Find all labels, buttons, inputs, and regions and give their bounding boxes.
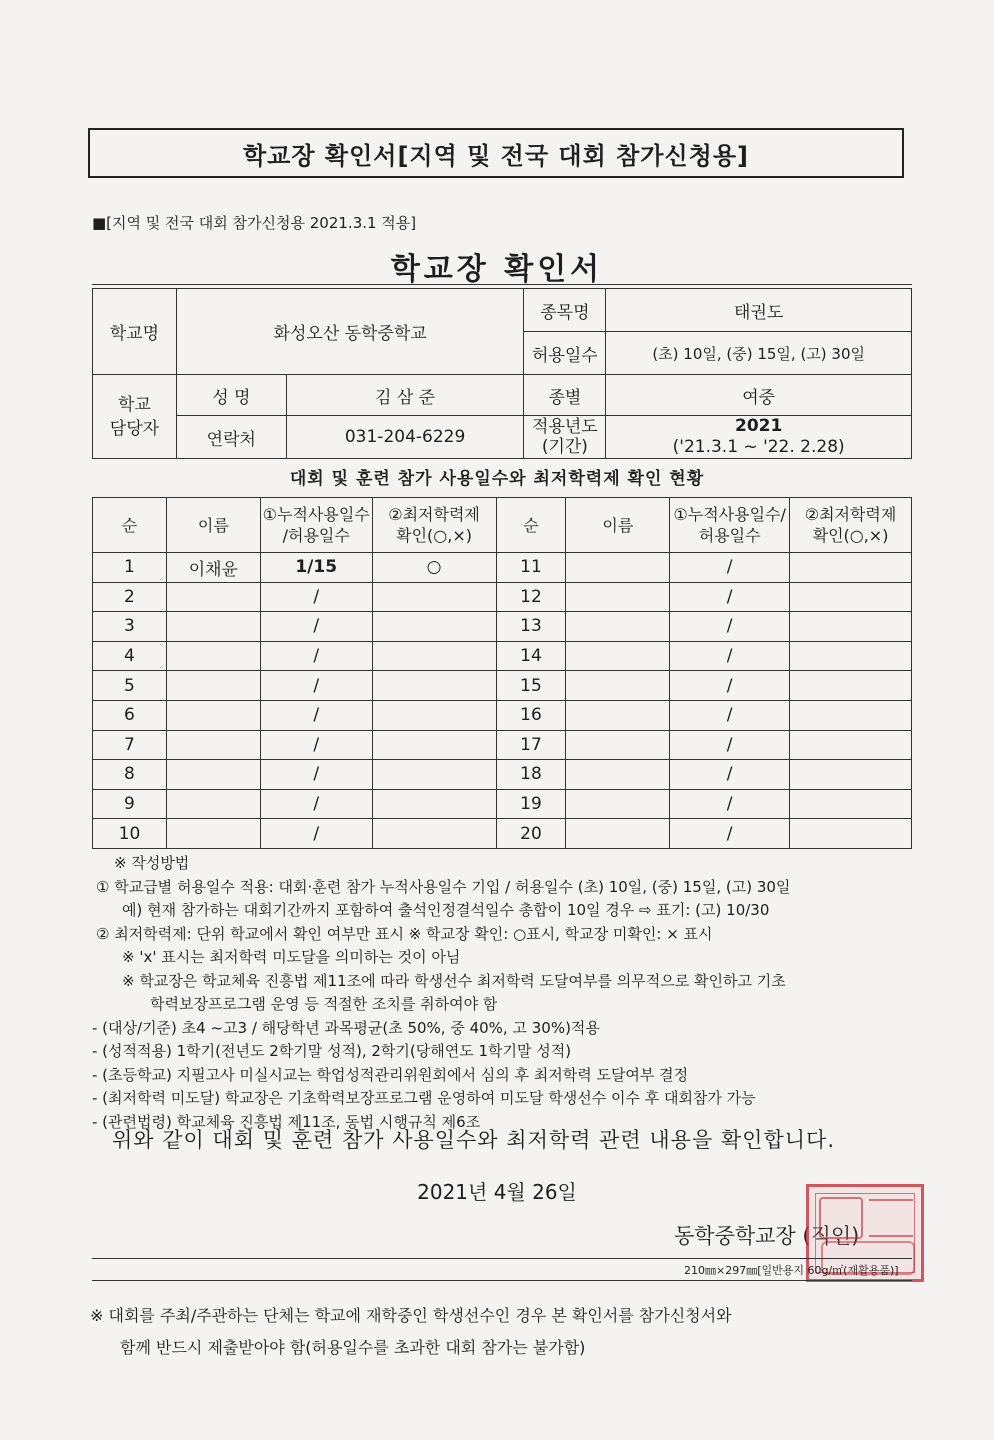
header-cell: ②최저학력제 확인(○,×) xyxy=(790,498,912,553)
table-cell-name-r xyxy=(566,612,670,642)
table-cell-no-r: 11 xyxy=(496,553,566,583)
applicability-note: ■[지역 및 전국 대회 참가신청용 2021.3.1 적용] xyxy=(92,214,417,232)
table-cell-no-r: 13 xyxy=(496,612,566,642)
table-cell-no-l: 10 xyxy=(93,819,167,849)
header-cell: ②최저학력제 확인(○,×) xyxy=(372,498,496,553)
footer-note xyxy=(90,1300,950,1364)
table-cell-check-r xyxy=(790,612,912,642)
table-cell-name-r xyxy=(566,789,670,819)
table-cell-no-r: 12 xyxy=(496,582,566,612)
table-cell-no-l: 3 xyxy=(93,612,167,642)
table-cell-days-r: / xyxy=(670,582,790,612)
table-row xyxy=(93,553,912,583)
note-line: ① 학교급별 허용일수 적용: 대회·훈련 참가 누적사용일수 기입 / 허용일수 (초) 10일, (중) 15일, (고) 30일 xyxy=(96,877,791,896)
section-title: 대회 및 훈련 참가 사용일수와 최저학력제 확인 현황 xyxy=(289,469,705,489)
table-cell-no-l: 6 xyxy=(93,700,167,730)
table-cell-days-l: / xyxy=(260,819,372,849)
table-cell-no-l: 9 xyxy=(93,789,167,819)
table-cell-no-r: 18 xyxy=(496,760,566,790)
event-label: 종목명 xyxy=(524,289,606,332)
table-cell-no-l: 5 xyxy=(93,671,167,701)
table-cell-name-r xyxy=(566,700,670,730)
table-cell-days-r: / xyxy=(670,641,790,671)
school-label: 학교명 xyxy=(93,289,177,375)
table-cell-check-l xyxy=(372,819,496,849)
table-cell-check-r xyxy=(790,730,912,760)
note-line: ※ 'x' 표시는 최저학력 미도달을 의미하는 것이 아님 xyxy=(122,948,461,966)
table-cell-name-l xyxy=(166,612,260,642)
note-line: - (관련법령) 학교체육 진흥법 제11조, 동법 시행규칙 제6조 xyxy=(92,1112,481,1131)
table-cell-check-r xyxy=(790,789,912,819)
table-cell-no-l: 4 xyxy=(93,641,167,671)
table-cell-name-l: 이채윤 xyxy=(166,553,260,583)
table-cell-days-l: / xyxy=(260,760,372,790)
note-line: - (성적적용) 1학기(전년도 2학기말 성적), 2학기(당해연도 1학기말 성적) xyxy=(92,1042,572,1060)
table-cell-days-l: / xyxy=(260,612,372,642)
table-cell-check-l xyxy=(372,700,496,730)
table-row xyxy=(93,612,912,642)
table-cell-days-l: 1/15 xyxy=(260,553,372,583)
table-cell-no-r: 20 xyxy=(496,819,566,849)
period-value: ('21.3.1 ~ '22. 2.28) xyxy=(672,437,845,457)
header-cell: 이름 xyxy=(166,498,260,553)
table-cell-check-r xyxy=(790,819,912,849)
table-cell-days-r: / xyxy=(670,671,790,701)
table-cell-name-l xyxy=(166,760,260,790)
table-row xyxy=(93,760,912,790)
table-cell-no-r: 19 xyxy=(496,789,566,819)
contact-label: 연락처 xyxy=(176,416,286,459)
contact-value: 031-204-6229 xyxy=(286,416,524,459)
instructions xyxy=(92,852,930,1134)
table-cell-days-l: / xyxy=(260,582,372,612)
table-row xyxy=(93,819,912,849)
header-cell: 이름 xyxy=(566,498,670,553)
table-cell-check-l xyxy=(372,582,496,612)
name-label: 성 명 xyxy=(176,375,286,416)
gender-value: 여중 xyxy=(606,375,912,416)
year-cell xyxy=(606,416,912,459)
main-title: 학교장 확인서 xyxy=(390,252,604,287)
manager-label: 학교 담당자 xyxy=(93,375,177,459)
table-cell-name-r xyxy=(566,582,670,612)
allowed-days-value: (초) 10일, (중) 15일, (고) 30일 xyxy=(606,332,912,375)
table-cell-check-l xyxy=(372,671,496,701)
note-line: ② 최저학력제: 단위 학교에서 확인 여부만 표시 ※ 학교장 확인: ○표시, 학교장 미확인: × 표시 xyxy=(96,924,713,943)
table-cell-name-r xyxy=(566,641,670,671)
table-cell-days-l: / xyxy=(260,789,372,819)
confirmation-statement: 위와 같이 대회 및 훈련 참가 사용일수와 최저학력 관련 내용을 확인합니다. xyxy=(112,1128,836,1152)
table-row xyxy=(93,789,912,819)
header-cell: 순 xyxy=(496,498,566,553)
gender-label: 종별 xyxy=(524,375,606,416)
table-cell-name-r xyxy=(566,819,670,849)
paper-spec: 210㎜×297㎜[일반용지 60g/㎡(재활용품)] xyxy=(684,1264,899,1277)
table-cell-no-l: 1 xyxy=(93,553,167,583)
footer-divider xyxy=(92,1280,912,1281)
table-cell-days-l: / xyxy=(260,641,372,671)
table-cell-name-r xyxy=(566,760,670,790)
table-cell-no-l: 2 xyxy=(93,582,167,612)
table-row xyxy=(93,582,912,612)
note-line: 예) 현재 참가하는 대회기간까지 포함하여 출석인정결석일수 총합이 10일 경우 ⇨ 표기: (고) 10/30 xyxy=(122,901,770,919)
footer-line: ※ 대회를 주최/주관하는 단체는 학교에 재학중인 학생선수인 경우 본 확인서를 참가신청서와 xyxy=(90,1306,732,1325)
table-cell-days-r: / xyxy=(670,789,790,819)
table-cell-name-r xyxy=(566,671,670,701)
table-cell-days-l: / xyxy=(260,730,372,760)
year-label: 적용년도 (기간) xyxy=(524,416,606,459)
table-cell-no-l: 7 xyxy=(93,730,167,760)
document-title-box xyxy=(88,128,904,178)
table-cell-days-r: / xyxy=(670,819,790,849)
document-box-title: 학교장 확인서[지역 및 전국 대회 참가신청용] xyxy=(242,141,750,170)
note-line: - (최저학력 미도달) 학교장은 기초학력보장프로그램 운영하여 미도달 학생선수 이수 후 대회참가 가능 xyxy=(92,1089,756,1107)
signature-divider xyxy=(92,1258,912,1259)
table-cell-check-l xyxy=(372,760,496,790)
year-value: 2021 xyxy=(735,416,783,436)
table-row xyxy=(93,700,912,730)
header-cell: ①누적사용일수/ 허용일수 xyxy=(670,498,790,553)
table-cell-name-r xyxy=(566,730,670,760)
participation-table xyxy=(92,497,912,849)
header-cell: ①누적사용일수 /허용일수 xyxy=(260,498,372,553)
table-cell-days-r: / xyxy=(670,612,790,642)
table-header-row xyxy=(93,498,912,553)
title-divider xyxy=(92,284,912,285)
note-line: ※ 학교장은 학교체육 진흥법 제11조에 따라 학생선수 최저학력 도달여부를 의무적으로 확인하고 기초 xyxy=(122,971,786,990)
table-row xyxy=(93,671,912,701)
table-cell-check-r xyxy=(790,760,912,790)
note-line: - (대상/기준) 초4 ~고3 / 해당학년 과목평균(초 50%, 중 40%, 고 30%)적용 xyxy=(92,1018,600,1037)
table-cell-days-l: / xyxy=(260,700,372,730)
table-cell-check-r xyxy=(790,641,912,671)
table-cell-no-r: 15 xyxy=(496,671,566,701)
table-cell-name-l xyxy=(166,641,260,671)
table-cell-no-l: 8 xyxy=(93,760,167,790)
table-cell-no-r: 17 xyxy=(496,730,566,760)
note-line: 학력보장프로그램 운영 등 적절한 조치를 취하여야 함 xyxy=(150,995,498,1013)
table-cell-check-r xyxy=(790,553,912,583)
table-cell-name-l xyxy=(166,819,260,849)
name-value: 김 삼 준 xyxy=(286,375,524,416)
issue-date: 2021년 4월 26일 xyxy=(417,1180,577,1204)
table-cell-name-l xyxy=(166,789,260,819)
table-cell-check-r xyxy=(790,582,912,612)
table-cell-days-r: / xyxy=(670,730,790,760)
table-cell-days-r: / xyxy=(670,760,790,790)
allowed-days-label: 허용일수 xyxy=(524,332,606,375)
table-cell-check-l xyxy=(372,641,496,671)
table-cell-check-r xyxy=(790,700,912,730)
footer-line: 함께 반드시 제출받아야 함(허용일수를 초과한 대회 참가는 불가함) xyxy=(120,1338,586,1357)
info-table xyxy=(92,288,912,459)
table-cell-name-l xyxy=(166,582,260,612)
table-cell-no-r: 14 xyxy=(496,641,566,671)
table-body xyxy=(93,553,912,849)
table-cell-check-l xyxy=(372,789,496,819)
table-cell-check-r xyxy=(790,671,912,701)
table-cell-no-r: 16 xyxy=(496,700,566,730)
table-row xyxy=(93,641,912,671)
header-cell: 순 xyxy=(93,498,167,553)
table-cell-name-l xyxy=(166,700,260,730)
table-cell-days-l: / xyxy=(260,671,372,701)
table-cell-days-r: / xyxy=(670,553,790,583)
table-cell-check-l xyxy=(372,612,496,642)
table-row xyxy=(93,730,912,760)
principal-signature: 동학중학교장 (직인) xyxy=(674,1224,860,1248)
table-cell-name-r xyxy=(566,553,670,583)
table-cell-days-r: / xyxy=(670,700,790,730)
table-cell-name-l xyxy=(166,671,260,701)
table-cell-name-l xyxy=(166,730,260,760)
table-cell-check-l: ○ xyxy=(372,553,496,583)
note-line: - (초등학교) 지필고사 미실시교는 학업성적관리위원회에서 심의 후 최저학력 도달여부 결정 xyxy=(92,1065,689,1084)
school-value: 화성오산 동학중학교 xyxy=(176,289,524,375)
note-line: ※ 작성방법 xyxy=(114,854,190,872)
table-cell-check-l xyxy=(372,730,496,760)
event-value: 태권도 xyxy=(606,289,912,332)
